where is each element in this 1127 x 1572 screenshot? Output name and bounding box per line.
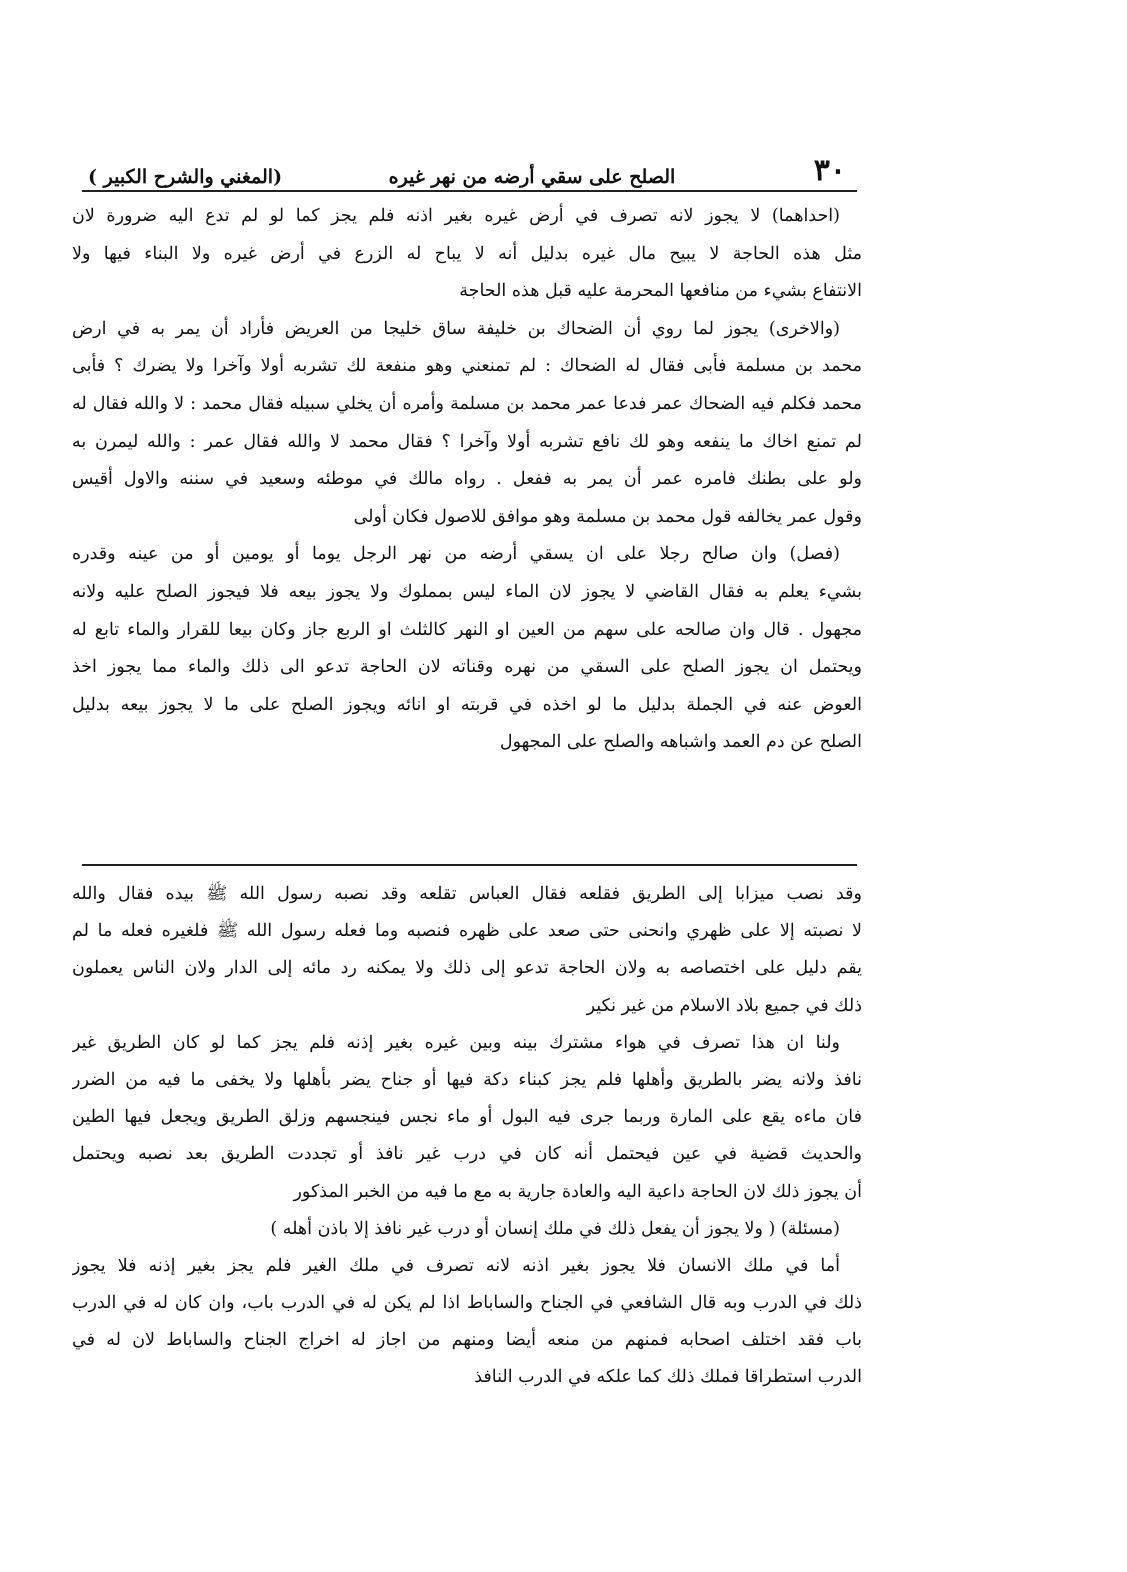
text-line: العوض عنه في الجملة بدليل ما لو اخذه في قربته او انائه ويجوز الصلح على ما لا يجوز بيعه بدليل: [72, 694, 862, 715]
text-line: ولنا ان هذا تصرف في هواء مشترك بينه وبين غيره بغير إذنه فلم يجز كما لو كان الطريق غير: [72, 1032, 840, 1053]
text-line: مثل هذه الحاجة لا يبيح مال غيره بدليل أنه لا يباح له الزرع في أرض غيره ولا البناء فيها ولا: [72, 243, 862, 264]
page-number: ٣٠: [813, 153, 846, 188]
text-line: الانتفاع بشيء من منافعها المحرمة عليه قبل هذه الحاجة: [459, 281, 862, 302]
text-line: ولو على بطنك فامره عمر أن يمر به ففعل . رواه مالك في موطئه وسعيد في سننه والاول أقيس: [72, 469, 862, 490]
text-line: ذلك في جميع بلاد الاسلام من غير نكير: [586, 995, 862, 1016]
text-line: ذلك في الدرب وبه قال الشافعي في الجناح والساباط اذا لم يكن له في الدرب باب، وان كان له في الدرب: [72, 1293, 862, 1314]
page-title: الصلح على سقي أرضه من نهر غيره: [388, 166, 676, 188]
text-line: ويحتمل ان يجوز الصلح على السقي من نهره وقناته لان الحاجة تدعو الى ذلك والماء مما يجوز اخذ: [72, 657, 862, 678]
book-title: (المغني والشرح الكبير ): [88, 166, 283, 188]
text-line: محمد بن مسلمة فأبى فقال له الضحاك : لم تمنعني وهو منفعة لك تشربه أولا وآخرا ولا يضرك ؟ فأبى: [72, 356, 862, 377]
text-line: (والاخرى) يجوز لما روي أن الضحاك بن خليفة ساق خليجا من العريض فأراد أن يمر به في ارض: [72, 318, 840, 339]
text-line: باب فقد اختلف اصحابه فمنهم من منعه أيضا ومنهم من اجاز له اخراج الجناح والساباط لان له في: [72, 1330, 862, 1351]
text-line: وقد نصب ميزابا إلى الطريق فقلعه فقال العباس تقلعه وقد نصبه رسول الله ﷺ بيده فقال والله: [72, 884, 862, 904]
text-line: (احداهما) لا يجوز لانه تصرف في أرض غيره بغير اذنه فلم يجز كما لو لم تدع اليه ضرورة لان: [72, 206, 840, 226]
header-rule: [82, 190, 857, 192]
upper-text-block: [72, 198, 862, 762]
text-line: مجهول . قال وان صالحه على سهم من العين او النهر كالثلث او الربع جاز وكان بيعا للقرار والماء تابع له: [72, 619, 862, 640]
text-line: محمد فكلم فيه الضحاك عمر فدعا عمر محمد بن مسلمة وأمره أن يخلي سبيله فقال محمد : لا والله فقال له: [72, 393, 862, 414]
text-line: (فصل) وان صالح رجلا على ان يسقي أرضه من نهر الرجل يوما أو يومين أو من عينه وقدره: [72, 544, 840, 565]
text-line: لا نصبته إلا على ظهري وانحنى حتى صعد على ظهره فنصبه وما فعله رسول الله ﷺ فلغيره فعله ما لم: [72, 921, 862, 942]
text-line: أن يجوز ذلك لان الحاجة داعية اليه والعادة جارية به مع ما فيه من الخبر المذكور: [293, 1181, 862, 1202]
text-line: (مسئلة) ( ولا يجوز أن يفعل ذلك في ملك إنسان أو درب غير نافذ إلا باذن أهله ): [270, 1218, 840, 1239]
text-line: يقم دليل على اختصاصه به ولان الحاجة تدعو إلى ذلك ولا يمكنه رد مائه إلى الدار ولان الناس يعملون: [72, 958, 862, 979]
text-line: فان ماءه يقع على المارة وربما جرى فيه البول أو ماء نجس فينجسهم وزلق الطريق ويجعل فيها الطين: [72, 1107, 862, 1128]
text-line: أما في ملك الانسان فلا يجوز بغير اذنه لانه تصرف في ملك الغير فلم يجز بغير إذنه فلا يجوز: [72, 1255, 840, 1276]
section-divider: [82, 864, 857, 866]
text-line: نافذ ولانه يضر بالطريق وأهلها فلم يجز كبناء دكة فيها أو جناح يضر بأهلها ولا يخفى ما فيه من الضرر: [72, 1069, 862, 1090]
text-line: لم تمنع اخاك ما ينفعه وهو لك نافع تشربه أولا وآخرا ؟ فقال محمد لا والله فقال عمر : والله ليمرن به: [72, 431, 862, 452]
text-line: الصلح عن دم العمد واشباهه والصلح على المجهول: [499, 732, 862, 753]
page-header: [82, 148, 854, 188]
text-line: والحديث قضية في عين فيحتمل أنه كان في درب غير نافذ أو تجددت الطريق بعد نصبه ويحتمل: [72, 1144, 862, 1165]
text-line: الدرب استطراقا فملك ذلك كما علكه في الدرب النافذ: [474, 1367, 862, 1388]
lower-text-block: [72, 876, 862, 1397]
text-line: بشيء يعلم به فقال القاضي لا يجوز لان الماء ليس بمملوك ولا يجوز بيعه فلا فيجوز الصلح عليه ولانه: [72, 581, 862, 602]
text-line: وقول عمر يخالفه قول محمد بن مسلمة وهو موافق للاصول فكان أولى: [353, 506, 862, 527]
